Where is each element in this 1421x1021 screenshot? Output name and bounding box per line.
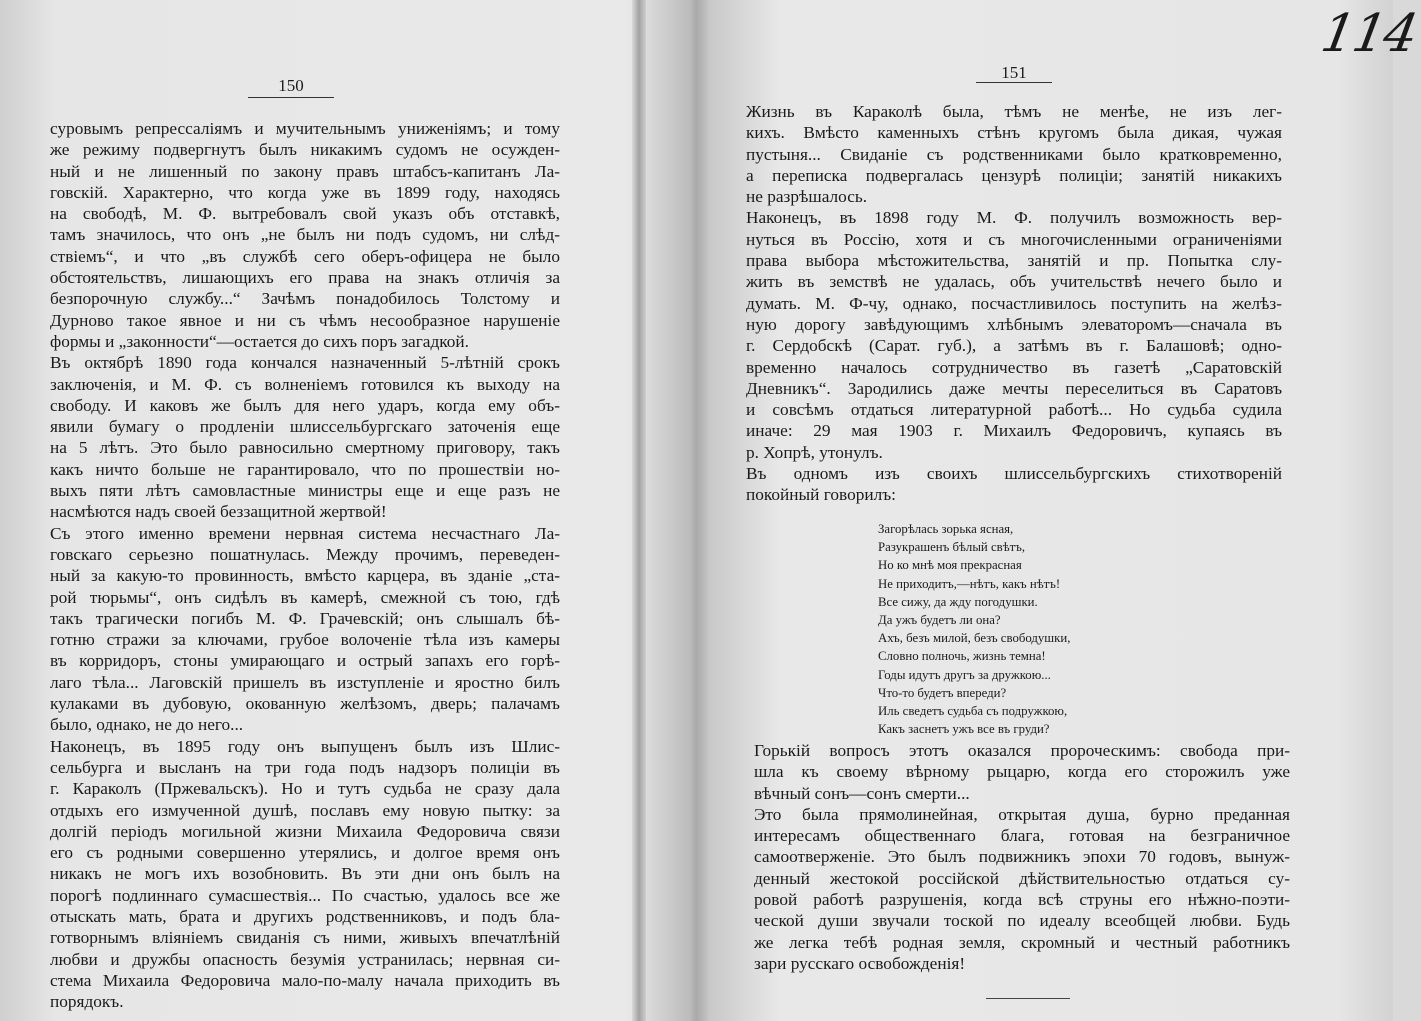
text-line: нуться въ Россію, хотя и съ многочисленными ограниченіями bbox=[746, 229, 1282, 249]
text-line: иначе: 29 мая 1903 г. Михаилъ Федоровичъ, купаясь въ bbox=[746, 421, 1282, 441]
text-line: г. Сердобскѣ (Сарат. губ.), а затѣмъ въ г. Балашовѣ; одно- bbox=[746, 336, 1282, 356]
text-line: ную дорогу завѣдующимъ хлѣбнымъ элеваторомъ—сначала въ bbox=[746, 314, 1282, 334]
text-line: выхъ пяти лѣтъ самовластные министры еще и еще разъ не bbox=[50, 481, 560, 501]
end-rule bbox=[986, 998, 1070, 999]
text-line: жить въ земствѣ не удалась, объ учительствѣ нечего было и bbox=[746, 272, 1282, 292]
text-line: обстоятельствъ, лишающихъ его права на знакъ отличія за bbox=[50, 268, 560, 288]
text-line: ствіемъ“, и что „въ службѣ сего оберъ-офицера не было bbox=[50, 246, 560, 266]
page-number: 151 bbox=[1001, 63, 1027, 82]
left-page bbox=[0, 0, 632, 1021]
text-line: Дневникъ“. Зародились даже мечты переселиться въ Саратовъ bbox=[746, 378, 1282, 398]
poem-line: Что-то будетъ впереди? bbox=[878, 685, 1007, 700]
text-line: не разрѣшалось. bbox=[746, 187, 868, 207]
poem-line: Все сижу, да жду погодушки. bbox=[878, 594, 1038, 609]
poem-line: Ахъ, безъ милой, безъ свободушки, bbox=[878, 631, 1071, 646]
text-line: готню стражи за ключами, грубое волоченіе тѣла изъ камеры bbox=[50, 630, 560, 650]
poem bbox=[878, 520, 1178, 738]
text-line: права выбора мѣстожительства, занятій и пр. Попытка слу- bbox=[746, 251, 1282, 271]
text-line: Въ октябрѣ 1890 года кончался назначенный 5-лѣтній срокъ bbox=[50, 353, 560, 373]
text-line: покойный говорилъ: bbox=[746, 485, 896, 505]
text-line: ный за какую-то провинность, вмѣсто карцера, въ зданіе „ста- bbox=[50, 566, 560, 586]
text-line: безпорочную службу...“ Зачѣмъ понадобилось Толстому и bbox=[50, 289, 560, 309]
poem-line: Годы идутъ другъ за дружкою... bbox=[878, 667, 1051, 682]
text-line: готворнымъ вліяніемъ свиданія съ ними, живыхъ впечатлѣній bbox=[50, 928, 560, 948]
text-line: ческой души звучали тоской по идеалу всеобщей любви. Будь bbox=[754, 911, 1290, 931]
text-line: отдыхъ его измученной душѣ, пославъ ему новую пытку: за bbox=[50, 800, 560, 820]
text-line: рой тюрьмы“, онъ сидѣлъ въ камерѣ, смежной съ тою, гдѣ bbox=[50, 587, 560, 607]
right-page-text-top bbox=[746, 101, 1282, 506]
text-line: отыскать мать, брата и другихъ родственниковъ, и подъ бла- bbox=[50, 906, 560, 926]
text-line: же легка тебѣ родная земля, скромный и честный работникъ bbox=[754, 932, 1290, 952]
text-line: явили бумагу о продленіи шлиссельбургскаго заточенія еще bbox=[50, 417, 560, 437]
text-line: шла къ своему вѣрному рыцарю, когда его сторожилъ уже bbox=[754, 762, 1290, 782]
poem-line: Загорѣлась зорька ясная, bbox=[878, 522, 1014, 536]
text-line: же режиму подвергнутъ былъ никакимъ судомъ не осужден- bbox=[50, 140, 560, 160]
text-line: Дурново такое явное и ни съ чѣмъ несообразное нарушеніе bbox=[50, 310, 560, 330]
text-line: самоотверженіе. Это былъ подвижникъ эпохи 70 годовъ, вынуж- bbox=[754, 847, 1290, 867]
text-line: стема Михаила Федоровича мало-по-малу начала приходить въ bbox=[50, 970, 560, 990]
poem-line: Да ужъ будетъ ли она? bbox=[878, 612, 1001, 627]
text-line: кихъ. Вмѣсто каменныхъ стѣнъ кругомъ была дикая, чужая bbox=[746, 123, 1282, 143]
text-line: порогѣ подлиннаго сумасшествія... По счастью, удалось все же bbox=[50, 885, 560, 905]
text-line: временно началось сотрудничество въ газетѣ „Саратовскій bbox=[746, 357, 1282, 377]
text-line: сельбурга и высланъ на три года подъ надзоръ полиціи въ bbox=[50, 757, 560, 777]
text-line: было, однако, не до него... bbox=[50, 715, 244, 735]
text-line: тамъ значилось, что онъ „не былъ ни подъ судомъ, ни слѣд- bbox=[50, 225, 560, 245]
text-line: на свободѣ, М. Ф. вытребовалъ свой указъ объ отставкѣ, bbox=[50, 204, 560, 224]
poem-line: Не приходитъ,—нѣтъ, какъ нѣтъ! bbox=[878, 576, 1061, 591]
text-line: формы и „законности“—остается до сихъ поръ загадкой. bbox=[50, 331, 469, 351]
text-line: долгій періодъ могильной жизни Михаила Федоровича связи bbox=[50, 821, 560, 841]
text-line: ровой работѣ разрушенія, когда всѣ струны его нѣжно-поэти- bbox=[754, 890, 1290, 910]
right-page-text-bottom bbox=[754, 740, 1290, 974]
text-line: Это была прямолинейная, открытая душа, бурно преданная bbox=[754, 804, 1290, 824]
text-line: любви и дружбы опасность безумія устранилась; нервная си- bbox=[50, 949, 560, 969]
right-page bbox=[646, 0, 1393, 1021]
text-line: зари русскаго освобожденія! bbox=[754, 953, 966, 973]
text-line: лаго тѣла... Лаговскій пришелъ въ изступленіе и яростно билъ bbox=[50, 672, 560, 692]
poem-line: Иль сведетъ судьба съ подружкою, bbox=[878, 703, 1068, 718]
text-line: никакъ не могъ ихъ возобновить. Въ эти дни онъ былъ на bbox=[50, 864, 560, 884]
text-line: ный и не лишенный по закону правъ штабсъ-капитанъ Ла- bbox=[50, 161, 560, 181]
text-line: денный жестокой россійской дѣйствительностью отдаться су- bbox=[754, 868, 1290, 888]
text-line: р. Хопрѣ, утонулъ. bbox=[746, 442, 883, 462]
text-line: его съ родными совершенно утерялись, и долгое время онъ bbox=[50, 843, 560, 863]
text-line: Въ одномъ изъ своихъ шлиссельбургскихъ стихотвореній bbox=[746, 464, 1282, 484]
text-line: порядокъ. bbox=[50, 992, 124, 1012]
text-line: г. Караколъ (Пржевальскъ). Но и тутъ судьба не сразу дала bbox=[50, 779, 560, 799]
poem-line: Какъ заснетъ ужъ все въ груди? bbox=[878, 722, 1050, 737]
text-line: думать. М. Ф-чу, однако, посчастливилось поступить на желѣз- bbox=[746, 293, 1282, 313]
text-line: на 5 лѣтъ. Это было равносильно смертному приговору, такъ bbox=[50, 438, 560, 458]
text-line: Наконецъ, въ 1895 году онъ выпущенъ былъ изъ Шлис- bbox=[50, 736, 560, 756]
text-line: а переписка подвергалась цензурѣ полиціи; занятій никакихъ bbox=[746, 165, 1282, 185]
text-line: насмѣются надъ своей беззащитной жертвой! bbox=[50, 502, 387, 522]
text-line: такъ трагически погибъ М. Ф. Грачевскій; онъ слышалъ бѣ- bbox=[50, 608, 560, 628]
text-line: пустыня... Свиданіе съ родственниками было кратковременно, bbox=[746, 144, 1282, 164]
page-number: 150 bbox=[278, 76, 304, 95]
text-line: въ корридоръ, стоны умирающаго и острый запахъ его горѣ- bbox=[50, 651, 560, 671]
text-line: Наконецъ, въ 1898 году М. Ф. получилъ возможность вер- bbox=[746, 208, 1282, 228]
text-line: говскій. Характерно, что когда уже въ 1899 году, находясь bbox=[50, 182, 560, 202]
text-line: свободу. И каковъ же былъ для него ударъ, когда ему объ- bbox=[50, 395, 560, 415]
page-number-rule bbox=[248, 97, 334, 98]
text-line: Жизнь въ Караколѣ была, тѣмъ не менѣе, не изъ лег- bbox=[746, 102, 1282, 121]
poem-line: Словно полночь, жизнь темна! bbox=[878, 649, 1046, 664]
text-line: интересамъ общественнаго блага, готовая на безграничное bbox=[754, 826, 1290, 846]
text-line: и совсѣмъ отдаться литературной работѣ... Но судьба судила bbox=[746, 400, 1282, 420]
text-line: Съ этого именно времени нервная система несчастнаго Ла- bbox=[50, 523, 560, 543]
text-line: кулаками въ дубовую, окованную желѣзомъ, дверь; палачамъ bbox=[50, 694, 560, 714]
text-line: вѣчный сонъ—сонъ смерти... bbox=[754, 783, 970, 803]
book-gutter bbox=[632, 0, 646, 1021]
text-line: суровымъ репрессаліямъ и мучительнымъ униженіямъ; и тому bbox=[50, 119, 560, 138]
left-page-text bbox=[50, 118, 560, 1012]
poem-line: Разукрашенъ бѣлый свѣтъ, bbox=[878, 540, 1026, 555]
poem-line: Но ко мнѣ моя прекрасная bbox=[878, 558, 1022, 573]
text-line: заключенія, и М. Ф. съ волненіемъ готовился къ выходу на bbox=[50, 374, 560, 394]
text-line: какъ ничто больше не гарантировало, что по прошествіи но- bbox=[50, 459, 560, 479]
text-line: Горькій вопросъ этотъ оказался пророческимъ: свобода при- bbox=[754, 741, 1290, 760]
text-line: говскаго серьезно пошатнулась. Между прочимъ, переведен- bbox=[50, 544, 560, 564]
handwritten-archive-number: 114 bbox=[1316, 4, 1421, 64]
page-number-rule bbox=[976, 82, 1052, 83]
